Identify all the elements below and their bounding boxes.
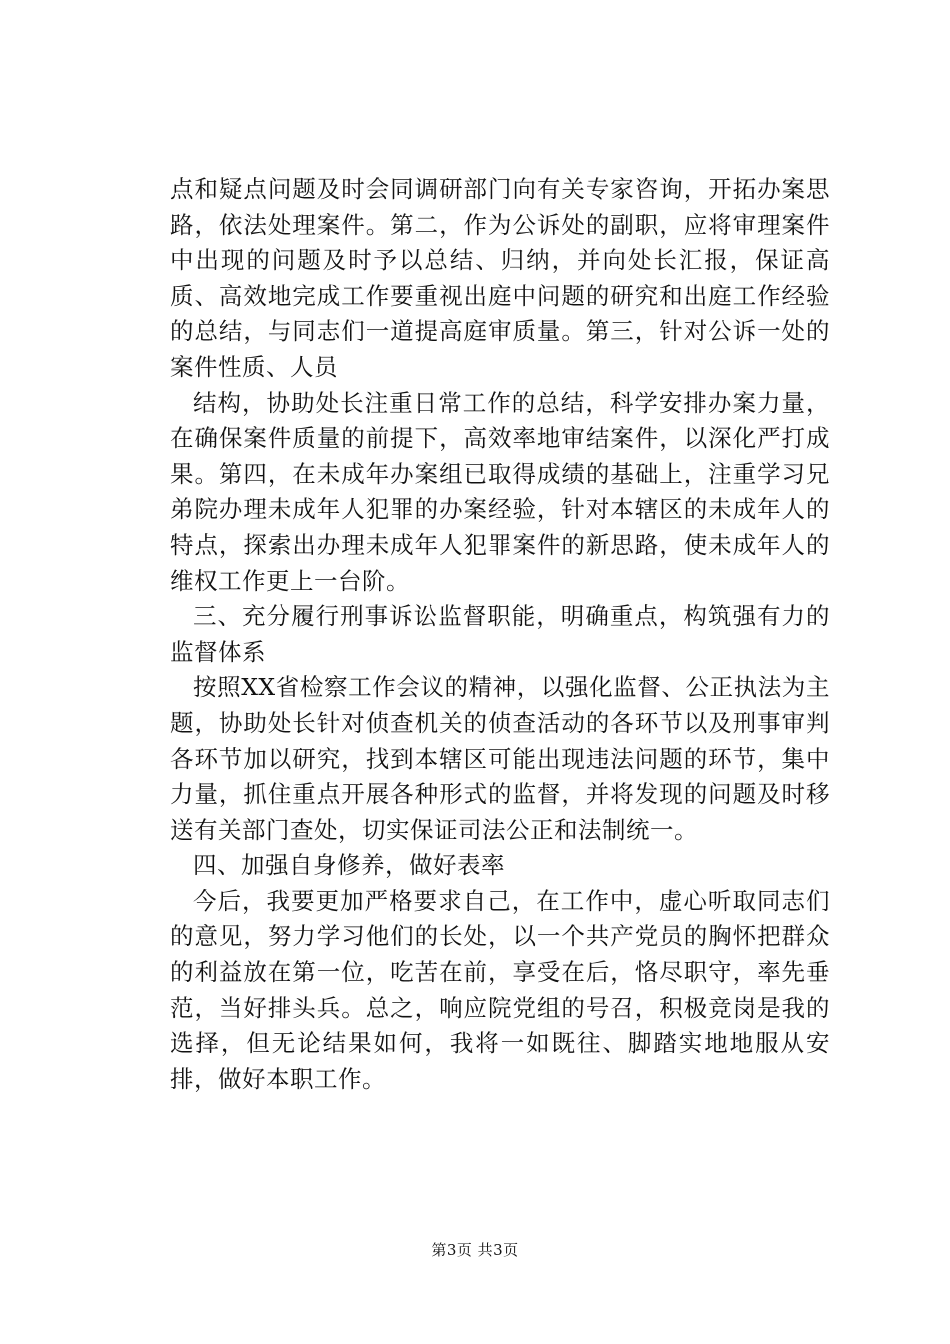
paragraph-continuation-2: 结构，协助处长注重日常工作的总结，科学安排办案力量，在确保案件质量的前提下，高效率地审结案件，以深化严打成果。第四，在未成年办案组已取得成绩的基础上，注重学习兄弟院办理未成年人犯罪的办案经验，针对本辖区的未成年人的特点，探索出办理未成年人犯罪案件的新思路，使未成年人的维权工作更上一台阶。: [170, 388, 830, 595]
section-heading-4: 四、加强自身修养，做好表率: [193, 851, 505, 880]
document-body: [170, 172, 830, 1097]
section-3-body: 按照XX省检察工作会议的精神，以强化监督、公正执法为主题，协助处长针对侦查机关的侦查活动的各环节以及刑事审判各环节加以研究，找到本辖区可能出现违法问题的环节，集中力量，抓住重点开展各种形式的监督，并将发现的问题及时移送有关部门查处，切实保证司法公正和法制统一。: [170, 673, 830, 844]
paragraph-continuation-1: 点和疑点问题及时会同调研部门向有关专家咨询，开拓办案思路，依法处理案件。第二，作为公诉处的副职，应将审理案件中出现的问题及时予以总结、归纳，并向处长汇报，保证高质、高效地完成工作要重视出庭中问题的研究和出庭工作经验的总结，与同志们一道提高庭审质量。第三，针对公诉一处的案件性质、人员: [170, 175, 830, 381]
page-number-footer: 第3页 共3页: [431, 1241, 519, 1259]
section-heading-3: 三、充分履行刑事诉讼监督职能，明确重点，构筑强有力的监督体系: [170, 602, 830, 666]
section-4-body: 今后，我要更加严格要求自己，在工作中，虚心听取同志们的意见，努力学习他们的长处，以一个共产党员的胸怀把群众的利益放在第一位，吃苦在前，享受在后，恪尽职守，率先垂范，当好排头兵。总之，响应院党组的号召，积极竞岗是我的选择，但无论结果如何，我将一如既往、脚踏实地地服从安排，做好本职工作。: [170, 886, 830, 1093]
